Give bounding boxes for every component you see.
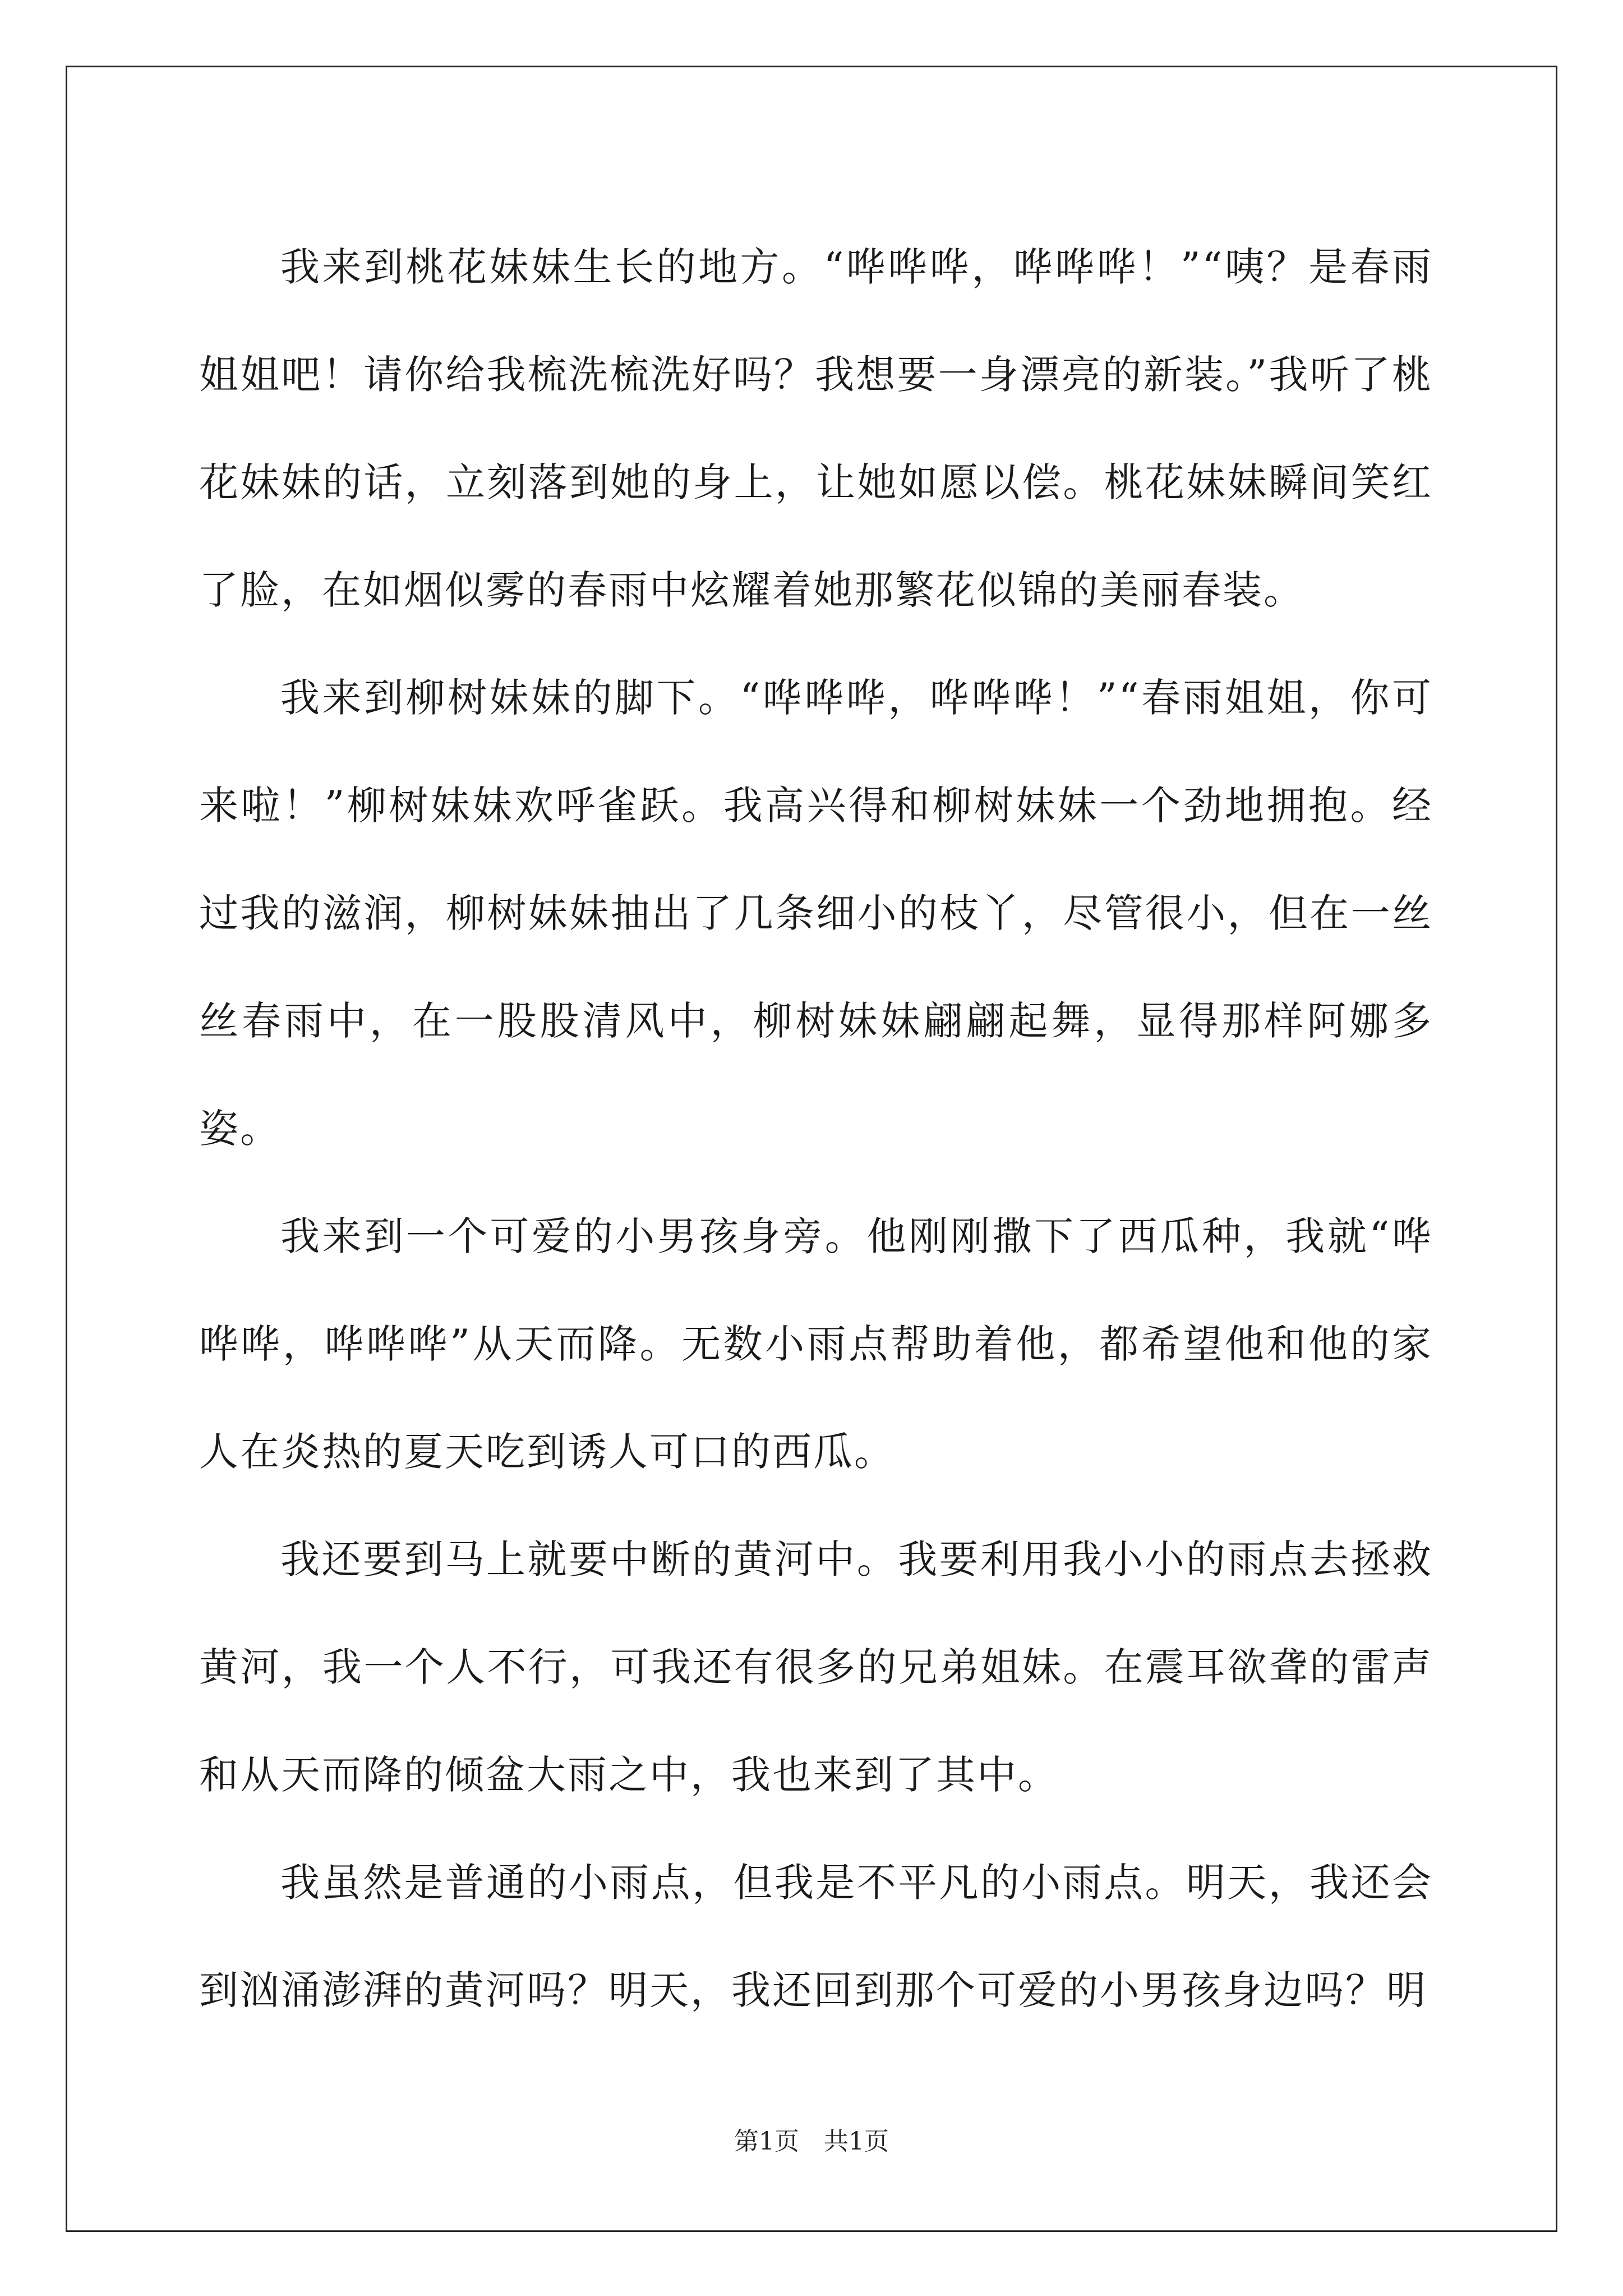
paragraph-2: 我来到柳树妹妹的脚下。“哗哗哗，哗哗哗！”“春雨姐姐，你可来啦！”柳树妹妹欢呼雀跃。我高兴得和柳树妹妹一个劲地拥抱。经过我的滋润，柳树妹妹抽出了几条细小的枝丫，尽管很小，但在一丝丝春雨中，在一股股清风中，柳树妹妹翩翩起舞，显得那样阿娜多姿。 <box>199 675 1433 1152</box>
paragraph-5: 我虽然是普通的小雨点，但我是不平凡的小雨点。明天，我还会到汹涌澎湃的黄河吗？明天，我还回到那个可爱的小男孩身边吗？明 <box>199 1860 1433 2013</box>
paragraph-1: 我来到桃花妹妹生长的地方。“哗哗哗，哗哗哗！”“咦？是春雨姐姐吧！请你给我梳洗梳洗好吗？我想要一身漂亮的新装。”我听了桃花妹妹的话，立刻落到她的身上，让她如愿以偿。桃花妹妹瞬间笑红了脸，在如烟似雾的春雨中炫耀着她那繁花似锦的美丽春装。 <box>199 244 1433 613</box>
paragraph-4: 我还要到马上就要中断的黄河中。我要利用我小小的雨点去拯救黄河，我一个人不行，可我还有很多的兄弟姐妹。在震耳欲聋的雷声和从天而降的倾盆大雨之中，我也来到了其中。 <box>199 1536 1433 1798</box>
page-footer: 第1页 共1页 <box>734 2127 889 2156</box>
document-body <box>199 213 1433 2044</box>
paragraph-3: 我来到一个可爱的小男孩身旁。他刚刚撒下了西瓜种，我就“哗哗哗，哗哗哗”从天而降。无数小雨点帮助着他，都希望他和他的家人在炎热的夏天吃到诱人可口的西瓜。 <box>199 1213 1433 1475</box>
